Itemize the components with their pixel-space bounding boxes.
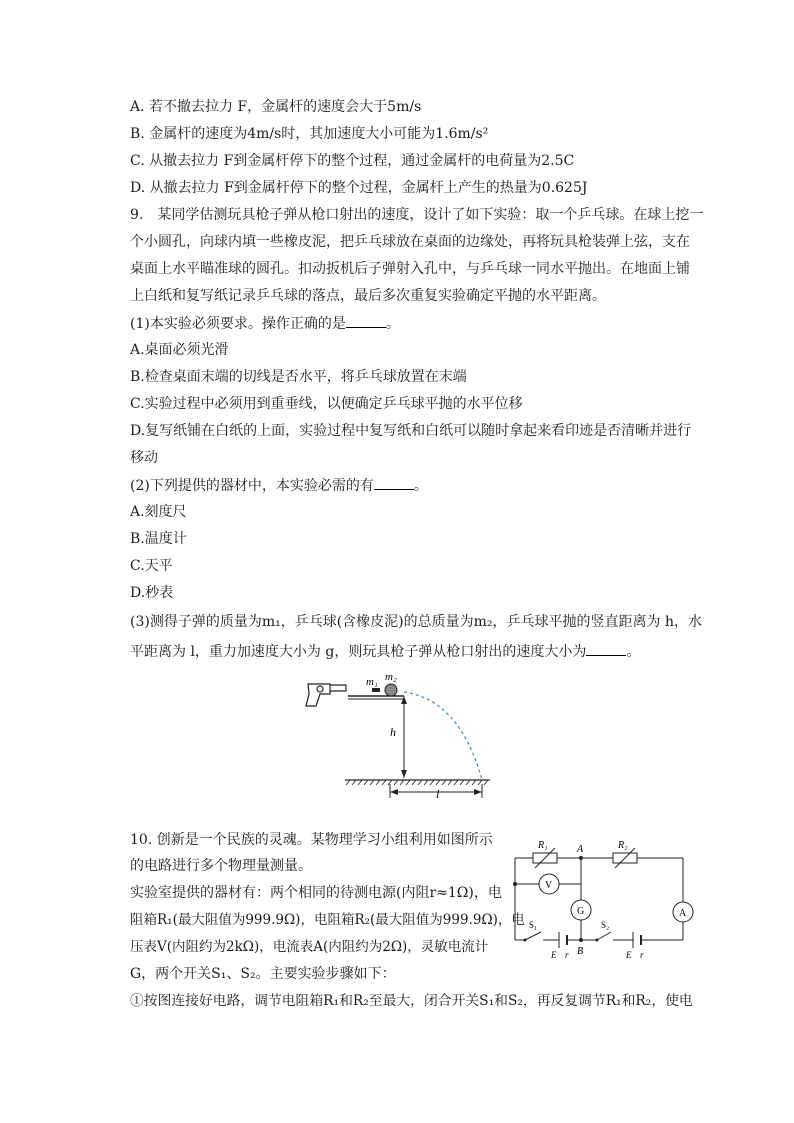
h-arrow-up <box>401 696 407 704</box>
answer-blank[interactable] <box>346 313 386 328</box>
junction-b <box>579 938 583 942</box>
q8-option-b: B. 金属杆的速度为4m/s时，其加速度大小可能为1.6m/s² <box>130 126 489 142</box>
q10-line-1: 10. 创新是一个民族的灵魂。某物理学习小组利用如图所示 <box>130 832 493 848</box>
trajectory <box>404 692 482 780</box>
q10-line-6: G，两个开关S₁、S₂。主要实验步骤如下： <box>130 966 396 982</box>
switch-s1 <box>525 932 541 940</box>
switch-s2-contact <box>596 939 599 942</box>
label-l: l <box>436 787 440 801</box>
label-r2-internal: r <box>640 950 644 960</box>
q9-stem-2: 个小圆孔，向球内填一些橡皮泥，把乒乓球放在桌面的边缘处，再将玩具枪装弹上弦，支在 <box>130 234 690 250</box>
answer-blank[interactable] <box>374 475 414 490</box>
q8-option-c: C. 从撤去拉力 F到金属杆停下的整个过程，通过金属杆的电荷量为2.5C <box>130 153 575 169</box>
label-b-node: B <box>577 946 584 957</box>
label-m1: m₁ <box>366 676 378 688</box>
label-e1: E <box>551 950 557 960</box>
switch-s1-contact <box>524 939 527 942</box>
q9-stem-3: 桌面上水平瞄准球的圆孔。扣动扳机后子弹射入孔中，与乒乓球一同水平抛出。在地面上铺 <box>130 261 690 277</box>
junction-a <box>579 856 583 860</box>
q9-part1-option-d-2: 移动 <box>130 450 158 466</box>
h-arrow-down <box>401 770 407 778</box>
switch-s2 <box>597 932 611 940</box>
q10-line-2: 的电路进行多个物理量测量。 <box>130 858 312 874</box>
q9-part1-option-c: C.实验过程中必须用到重垂线，以便确定乒乓球平抛的水平位移 <box>130 396 523 412</box>
label-e2: E <box>626 950 632 960</box>
q9-part2-option-b: B.温度计 <box>130 531 187 547</box>
q9-part1-end: 。 <box>385 316 400 332</box>
answer-blank[interactable] <box>586 641 626 656</box>
l-arrow-right <box>474 789 482 795</box>
q9-part2 <box>130 475 428 496</box>
bullet <box>372 688 380 692</box>
q9-part3-text: 平距离为 l，重力加速度大小为 g，则玩具枪子弹从枪口射出的速度大小为 <box>130 644 587 660</box>
q9-part1-option-b: B.检查桌面末端的切线是否水平，将乒乓球放置在末端 <box>130 369 467 385</box>
q9-part1-option-a: A.桌面必须光滑 <box>130 342 229 358</box>
ping-pong-ball <box>385 684 397 696</box>
junction-left <box>513 882 517 886</box>
q9-part2-option-c: C.天平 <box>130 558 173 574</box>
label-v: V <box>545 880 553 891</box>
q9-part3-line1: (3)测得子弹的质量为m₁，乒乓球(含橡皮泥)的总质量为m₂，乒乓球平抛的竖直距离为 h，水 <box>130 614 702 630</box>
q9-part2-option-d: D.秒表 <box>130 585 174 601</box>
q9-part1-text: (1)本实验必须要求。操作正确的是 <box>130 316 346 332</box>
label-r1: R₁ <box>538 840 548 851</box>
label-h: h <box>390 725 396 739</box>
q9-stem-4: 上白纸和复写纸记录乒乓球的落点，最后多次重复实验确定平抛的水平距离。 <box>130 288 606 304</box>
label-m2: m₂ <box>385 672 397 683</box>
q9-part1 <box>130 313 400 334</box>
label-r1-internal: r <box>565 950 569 960</box>
q9-part3-end: 。 <box>626 644 641 660</box>
q9-part2-option-a: A.刻度尺 <box>130 504 187 520</box>
label-s2: S₂ <box>601 920 610 930</box>
ground-hatch <box>346 780 488 785</box>
q8-option-d: D. 从撤去拉力 F到金属杆停下的整个过程，金属杆上产生的热量为0.625J <box>130 180 588 196</box>
q9-part1-option-d-1: D.复写纸铺在白纸的上面，实验过程中复写纸和白纸可以随时拿起来看印迹是否清晰并进行 <box>130 423 692 439</box>
label-a-node: A <box>577 844 584 855</box>
q10-line-4: 阻箱R₁(最大阻值为999.9Ω)，电阻箱R₂(最大阻值为999.9Ω)，电 <box>130 912 525 928</box>
q9-part2-text: (2)下列提供的器材中，本实验必需的有 <box>130 478 374 494</box>
label-g: G <box>577 906 585 917</box>
label-s1: S₁ <box>529 920 538 930</box>
q10-line-5: 压表V(内阻约为2kΩ)，电流表A(内阻约为2Ω)，灵敏电流计 <box>130 939 489 955</box>
circuit-diagram <box>505 830 695 960</box>
label-r2: R₂ <box>618 840 628 851</box>
l-arrow-left <box>390 789 398 795</box>
toy-gun-icon <box>306 684 346 706</box>
q9-part2-end: 。 <box>413 478 428 494</box>
label-ammeter: A <box>679 908 687 919</box>
q10-line-3: 实验室提供的器材有：两个相同的待测电源(内阻r≈1Ω)，电 <box>130 885 502 901</box>
projectile-figure <box>290 672 510 802</box>
q9-part3-line2 <box>130 641 640 662</box>
q8-option-a: A. 若不撤去拉力 F，金属杆的速度会大于5m/s <box>130 99 422 115</box>
q10-line-7: ①按图连接好电路，调节电阻箱R₁和R₂至最大，闭合开关S₁和S₂，再反复调节R₁和R₂，使电 <box>130 993 693 1009</box>
q9-stem-1: 9. 某同学估测玩具枪子弹从枪口射出的速度，设计了如下实验：取一个乒乓球。在球上挖一 <box>130 207 704 223</box>
